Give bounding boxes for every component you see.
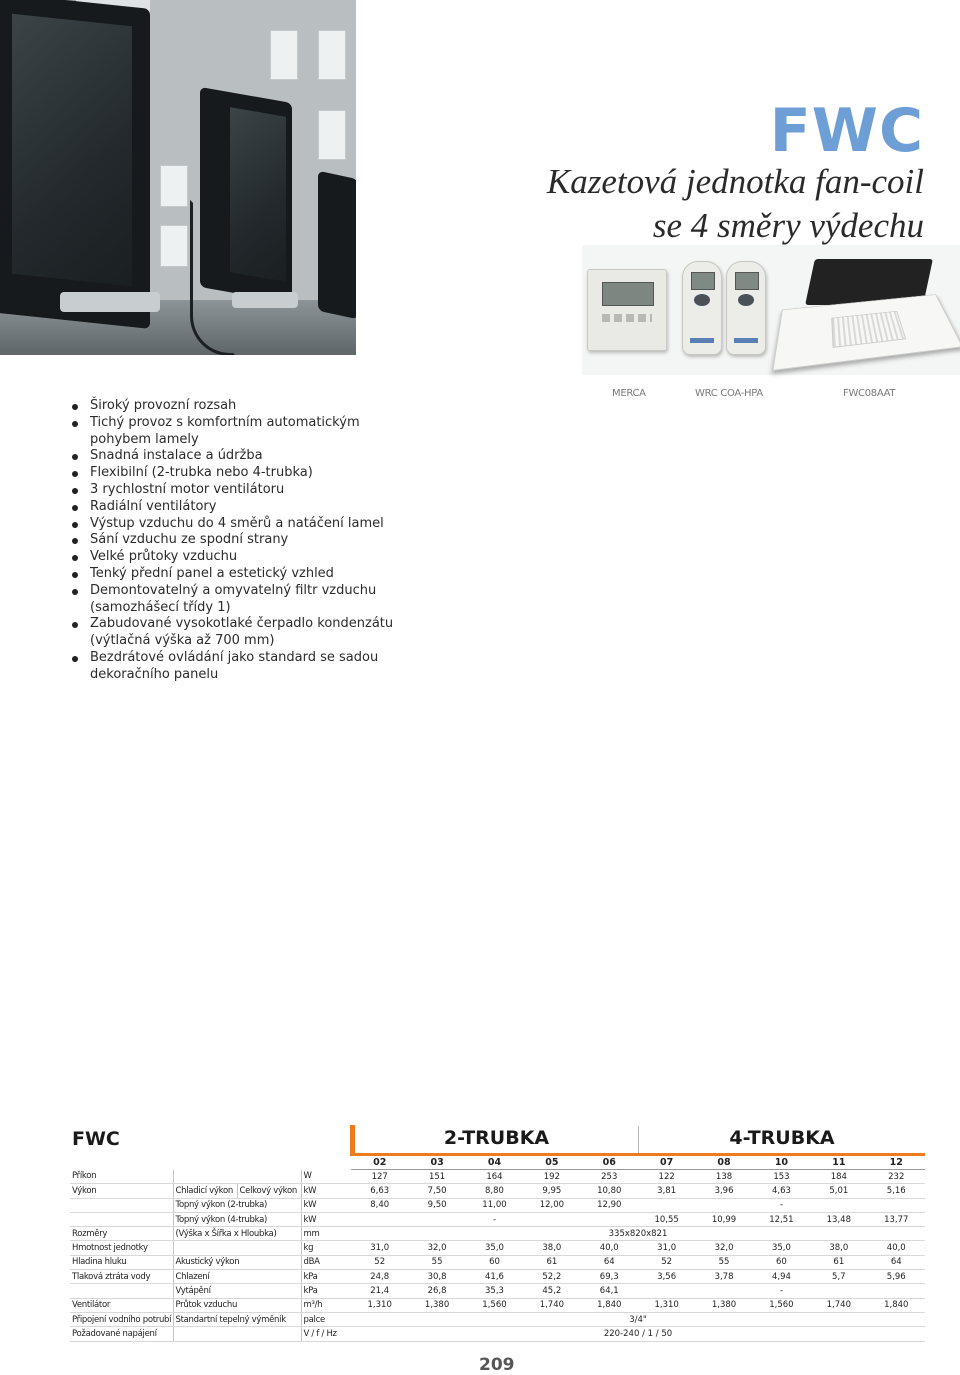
feature-item: Flexibilní (2-trubka nebo 4-trubka) <box>70 465 400 482</box>
row-sublabel: Topný výkon (4-trubka) <box>173 1212 301 1226</box>
value-cell: 4,94 <box>753 1270 810 1284</box>
value-cell: 151 <box>408 1170 465 1184</box>
value-cell: 1,840 <box>581 1298 638 1312</box>
unit-cell: V / f / Hz <box>301 1327 351 1341</box>
label-wrc: WRC COA-HPA <box>695 388 763 399</box>
value-cell: 21,4 <box>351 1284 408 1298</box>
feature-item: Bezdrátové ovládání jako standard se sadou dekoračního panelu <box>70 650 400 684</box>
unit-cell: kW <box>301 1212 351 1226</box>
value-cell: - <box>638 1198 925 1212</box>
value-cell: 64 <box>868 1255 925 1269</box>
unit-cell: m³/h <box>301 1298 351 1312</box>
unit-cell: palce <box>301 1312 351 1326</box>
model-cell: 06 <box>581 1155 638 1170</box>
group-2-pipe: 2-TRUBKA <box>443 1127 550 1149</box>
table-row <box>70 1312 925 1326</box>
table-row <box>70 1227 925 1241</box>
feature-item: Demontovatelný a omyvatelný filtr vzduchu (samozhášecí třídy 1) <box>70 583 400 617</box>
bullet-icon <box>72 538 78 544</box>
value-cell: 31,0 <box>638 1241 695 1255</box>
value-cell: 40,0 <box>581 1241 638 1255</box>
unit-cell: kW <box>301 1198 351 1212</box>
value-cell: 32,0 <box>408 1241 465 1255</box>
feature-item: Výstup vzduchu do 4 směrů a natáčení lamel <box>70 516 400 533</box>
value-cell: 52 <box>638 1255 695 1269</box>
value-cell: 6,63 <box>351 1184 408 1198</box>
value-cell: 220-240 / 1 / 50 <box>351 1327 925 1341</box>
unit-cell: kPa <box>301 1284 351 1298</box>
value-cell: 9,50 <box>408 1198 465 1212</box>
model-cell: 04 <box>466 1155 523 1170</box>
row-label: Rozměry <box>70 1227 173 1241</box>
row-sublabel: Vytápění <box>173 1284 301 1298</box>
bullet-icon <box>72 589 78 595</box>
remote-control-image <box>726 261 766 355</box>
value-cell: 24,8 <box>351 1270 408 1284</box>
model-cell: 12 <box>868 1155 925 1170</box>
value-cell: 35,3 <box>466 1284 523 1298</box>
table-row <box>70 1198 925 1212</box>
value-cell: 32,0 <box>695 1241 752 1255</box>
value-cell: 1,840 <box>868 1298 925 1312</box>
value-cell: 4,63 <box>753 1184 810 1198</box>
value-cell: 192 <box>523 1170 580 1184</box>
product-subtitle <box>547 160 924 248</box>
value-cell: 41,6 <box>466 1270 523 1284</box>
feature-item: Zabudované vysokotlaké čerpadlo kondenzátu (výtlačná výška až 700 mm) <box>70 616 400 650</box>
label-merca: MERCA <box>612 388 646 399</box>
wired-controller-image <box>587 269 667 351</box>
value-cell: 3,81 <box>638 1184 695 1198</box>
bullet-icon <box>72 622 78 628</box>
value-cell: 12,90 <box>581 1198 638 1212</box>
value-cell: 5,7 <box>810 1270 867 1284</box>
row-sublabel <box>173 1327 301 1341</box>
value-cell: 38,0 <box>810 1241 867 1255</box>
row-label: Ventilátor <box>70 1298 173 1312</box>
product-illustration <box>582 245 960 375</box>
bullet-icon <box>72 656 78 662</box>
model-cell: 02 <box>351 1155 408 1170</box>
table-row <box>70 1241 925 1255</box>
value-cell: 61 <box>810 1255 867 1269</box>
value-cell: - <box>638 1284 925 1298</box>
row-label: Požadované napájení <box>70 1327 173 1341</box>
table-row <box>70 1284 925 1298</box>
row-label: Příkon <box>70 1170 173 1184</box>
group-4-pipe: 4-TRUBKA <box>729 1127 835 1149</box>
value-cell: 13,77 <box>868 1212 925 1226</box>
row-sublabel: Chladicí výkon <box>173 1184 237 1198</box>
value-cell: 38,0 <box>523 1241 580 1255</box>
value-cell: 52 <box>351 1255 408 1269</box>
value-cell: 31,0 <box>351 1241 408 1255</box>
value-cell: 26,8 <box>408 1284 465 1298</box>
value-cell: 45,2 <box>523 1284 580 1298</box>
table-row <box>70 1212 925 1226</box>
value-cell: 1,310 <box>351 1298 408 1312</box>
bullet-icon <box>72 404 78 410</box>
value-cell: 11,00 <box>466 1198 523 1212</box>
monitors-photo <box>0 0 356 355</box>
model-cell: 10 <box>753 1155 810 1170</box>
value-cell: 127 <box>351 1170 408 1184</box>
model-header-row <box>70 1155 925 1170</box>
value-cell: 3,56 <box>638 1270 695 1284</box>
value-cell: 61 <box>523 1255 580 1269</box>
table-row <box>70 1270 925 1284</box>
spec-table <box>70 1155 925 1342</box>
value-cell: 12,51 <box>753 1212 810 1226</box>
row-label: Výkon <box>70 1184 173 1198</box>
value-cell: 3,96 <box>695 1184 752 1198</box>
cassette-unit-panel <box>772 294 960 371</box>
value-cell: 5,16 <box>868 1184 925 1198</box>
model-cell: 11 <box>810 1155 867 1170</box>
value-cell: 184 <box>810 1170 867 1184</box>
row-label: Připojení vodního potrubí <box>70 1312 173 1326</box>
value-cell: 153 <box>753 1170 810 1184</box>
value-cell: 1,560 <box>466 1298 523 1312</box>
value-cell: 64 <box>581 1255 638 1269</box>
feature-list <box>70 398 400 684</box>
unit-cell: kg <box>301 1241 351 1255</box>
feature-item: 3 rychlostní motor ventilátoru <box>70 482 400 499</box>
value-cell: 1,380 <box>695 1298 752 1312</box>
row-sublabel: Chlazení <box>173 1270 301 1284</box>
value-cell: 35,0 <box>466 1241 523 1255</box>
value-cell: 40,0 <box>868 1241 925 1255</box>
value-cell: 232 <box>868 1170 925 1184</box>
remote-control-image <box>682 261 722 355</box>
unit-cell: kW <box>301 1184 351 1198</box>
table-row <box>70 1327 925 1341</box>
row-label: Tlaková ztráta vody <box>70 1270 173 1284</box>
subtitle-line-2: se 4 směry výdechu <box>652 206 924 245</box>
value-cell: 1,560 <box>753 1298 810 1312</box>
value-cell: 5,01 <box>810 1184 867 1198</box>
bullet-icon <box>72 572 78 578</box>
feature-item: Velké průtoky vzduchu <box>70 549 400 566</box>
value-cell: 3/4" <box>351 1312 925 1326</box>
bullet-icon <box>72 454 78 460</box>
unit-cell: mm <box>301 1227 351 1241</box>
bullet-icon <box>72 505 78 511</box>
page-number: 209 <box>479 1355 515 1375</box>
value-cell: 13,48 <box>810 1212 867 1226</box>
row-label <box>70 1284 173 1298</box>
bullet-icon <box>72 555 78 561</box>
feature-item: Snadná instalace a údržba <box>70 448 400 465</box>
feature-item: Tichý provoz s komfortním automatickým pohybem lamely <box>70 415 400 449</box>
row-sublabel <box>173 1170 301 1184</box>
value-cell: 30,8 <box>408 1270 465 1284</box>
value-cell: 60 <box>753 1255 810 1269</box>
value-cell: 1,380 <box>408 1298 465 1312</box>
row-sublabel: Akustický výkon <box>173 1255 301 1269</box>
bullet-icon <box>72 522 78 528</box>
feature-item: Radiální ventilátory <box>70 499 400 516</box>
value-cell: 164 <box>466 1170 523 1184</box>
value-cell: 253 <box>581 1170 638 1184</box>
value-cell: 60 <box>466 1255 523 1269</box>
value-cell: 122 <box>638 1170 695 1184</box>
value-cell: 5,96 <box>868 1270 925 1284</box>
value-cell: 1,310 <box>638 1298 695 1312</box>
row-label <box>70 1212 173 1226</box>
table-row <box>70 1255 925 1269</box>
value-cell: 1,740 <box>810 1298 867 1312</box>
model-cell: 05 <box>523 1155 580 1170</box>
model-cell: 03 <box>408 1155 465 1170</box>
table-row <box>70 1170 925 1184</box>
subtitle-line-1: Kazetová jednotka fan-coil <box>546 162 924 201</box>
value-cell: 55 <box>408 1255 465 1269</box>
value-cell: 10,99 <box>695 1212 752 1226</box>
value-cell: 64,1 <box>581 1284 638 1298</box>
row-sublabel: Průtok vzduchu <box>173 1298 301 1312</box>
bullet-icon <box>72 471 78 477</box>
value-cell: 35,0 <box>753 1241 810 1255</box>
value-cell: 52,2 <box>523 1270 580 1284</box>
value-cell: 69,3 <box>581 1270 638 1284</box>
value-cell: 335x820x821 <box>351 1227 925 1241</box>
value-cell: 8,80 <box>466 1184 523 1198</box>
unit-cell: kPa <box>301 1270 351 1284</box>
row-label: Hmotnost jednotky <box>70 1241 173 1255</box>
value-cell: 10,80 <box>581 1184 638 1198</box>
value-cell: 55 <box>695 1255 752 1269</box>
spec-title: FWC <box>72 1128 120 1150</box>
row-sublabel <box>173 1241 301 1255</box>
value-cell: 10,55 <box>638 1212 695 1226</box>
row-sublabel: Standartní tepelný výměník <box>173 1312 301 1326</box>
value-cell: - <box>351 1212 638 1226</box>
label-fwc08aat: FWC08AAT <box>843 388 896 399</box>
feature-item: Široký provozní rozsah <box>70 398 400 415</box>
row-sublabel: Celkový výkon <box>237 1184 301 1198</box>
bullet-icon <box>72 421 78 427</box>
value-cell: 7,50 <box>408 1184 465 1198</box>
value-cell: 138 <box>695 1170 752 1184</box>
value-cell: 8,40 <box>351 1198 408 1212</box>
unit-cell: dBA <box>301 1255 351 1269</box>
row-label <box>70 1198 173 1212</box>
table-row <box>70 1184 925 1198</box>
value-cell: 3,78 <box>695 1270 752 1284</box>
unit-cell: W <box>301 1170 351 1184</box>
row-label: Hladina hluku <box>70 1255 173 1269</box>
feature-item: Tenký přední panel a estetický vzhled <box>70 566 400 583</box>
row-sublabel: Topný výkon (2-trubka) <box>173 1198 301 1212</box>
feature-item: Sání vzduchu ze spodní strany <box>70 532 400 549</box>
table-row <box>70 1298 925 1312</box>
spec-body <box>70 1170 925 1342</box>
product-code: FWC <box>769 96 924 166</box>
value-cell: 12,00 <box>523 1198 580 1212</box>
model-cell: 08 <box>695 1155 752 1170</box>
row-sublabel: (Výška x Šířka x Hloubka) <box>173 1227 301 1241</box>
value-cell: 9,95 <box>523 1184 580 1198</box>
model-cell: 07 <box>638 1155 695 1170</box>
value-cell: 1,740 <box>523 1298 580 1312</box>
bullet-icon <box>72 488 78 494</box>
